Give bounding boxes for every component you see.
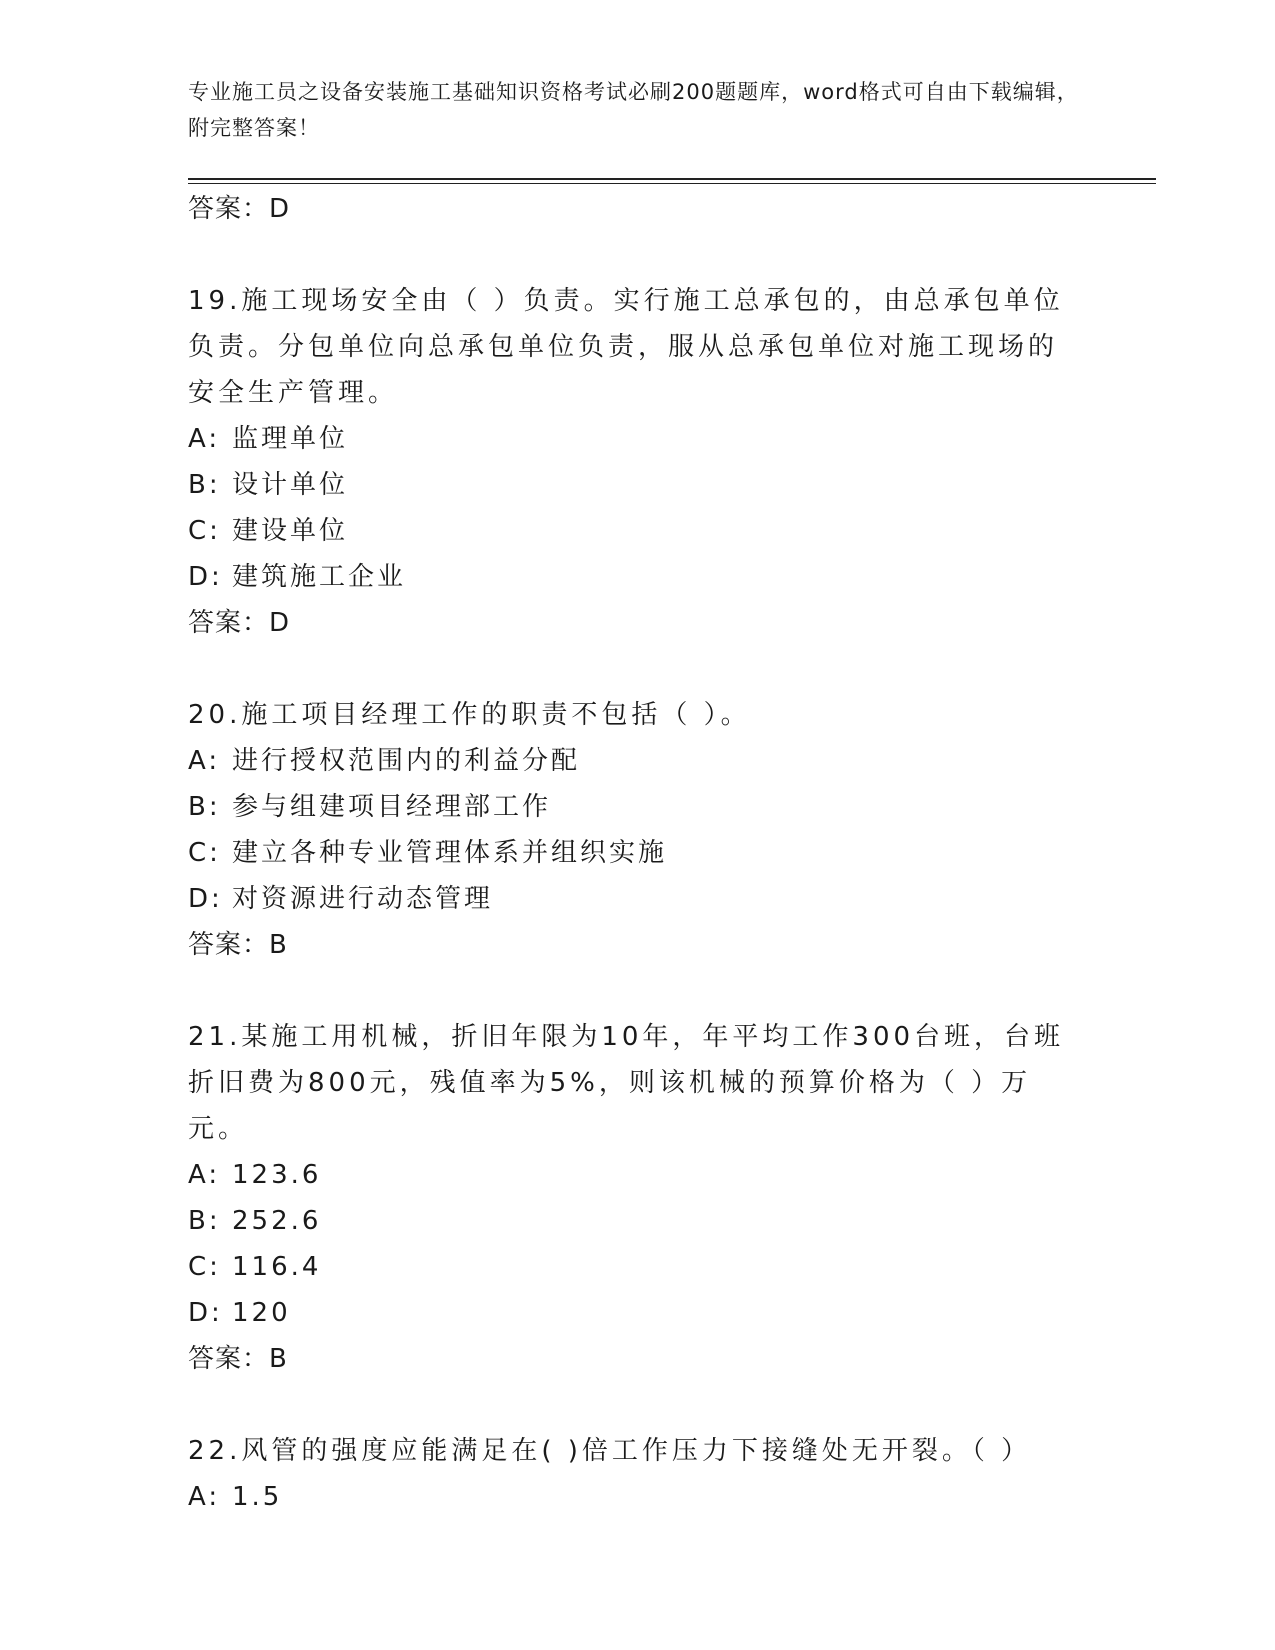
question-stem: 19.施工现场安全由（ ）负责。实行施工总承包的，由总承包单位负责。分包单位向总承包单位负责，服从总承包单位对施工现场的安全生产管理。 xyxy=(188,286,1064,408)
option-item xyxy=(188,830,1068,876)
question-item xyxy=(188,1014,1068,1382)
question-stem: 20.施工项目经理工作的职责不包括（ ）。 xyxy=(188,700,751,730)
option-item xyxy=(188,876,1068,922)
option-item xyxy=(188,554,1068,600)
option-key: A: xyxy=(188,1482,221,1512)
option-item xyxy=(188,1152,1068,1198)
option-text: 建筑施工企业 xyxy=(232,562,407,592)
question-item xyxy=(188,692,1068,968)
option-text: 设计单位 xyxy=(232,470,349,500)
option-item xyxy=(188,508,1068,554)
option-key: B: xyxy=(188,1206,221,1236)
question-stem: 22.风管的强度应能满足在( )倍工作压力下接缝处无开裂。（ ） xyxy=(188,1436,1032,1466)
option-text: 进行授权范围内的利益分配 xyxy=(232,746,581,776)
question-stem: 21.某施工用机械，折旧年限为10年，年平均工作300台班，台班折旧费为800元，残值率为5%，则该机械的预算价格为（ ）万元。 xyxy=(188,1022,1065,1144)
option-key: A: xyxy=(188,746,221,776)
option-key: D: xyxy=(188,1298,223,1328)
option-text: 参与组建项目经理部工作 xyxy=(232,792,552,822)
option-text: 建立各种专业管理体系并组织实施 xyxy=(232,838,668,868)
answer-line: 答案：D xyxy=(188,608,291,638)
option-text: 120 xyxy=(232,1298,291,1328)
option-text: 252.6 xyxy=(232,1206,322,1236)
answer-line: 答案：D xyxy=(188,194,291,224)
option-text: 123.6 xyxy=(232,1160,322,1190)
option-key: A: xyxy=(188,424,221,454)
option-key: D: xyxy=(188,884,223,914)
option-item xyxy=(188,1244,1068,1290)
header-divider-thin xyxy=(188,183,1156,184)
option-key: A: xyxy=(188,1160,221,1190)
option-key: B: xyxy=(188,792,221,822)
option-item xyxy=(188,462,1068,508)
answer-line: 答案：B xyxy=(188,1344,288,1374)
option-key: D: xyxy=(188,562,223,592)
header-divider-thick xyxy=(188,178,1156,180)
question-list xyxy=(188,186,1068,1520)
answer-line: 答案：B xyxy=(188,930,288,960)
question-item xyxy=(188,1428,1068,1520)
option-text: 1.5 xyxy=(232,1482,283,1512)
option-text: 对资源进行动态管理 xyxy=(232,884,494,914)
option-text: 监理单位 xyxy=(232,424,349,454)
question-item xyxy=(188,278,1068,646)
option-item xyxy=(188,738,1068,784)
option-key: B: xyxy=(188,470,221,500)
document-header: 专业施工员之设备安装施工基础知识资格考试必刷200题题库，word格式可自由下载编辑，附完整答案！ xyxy=(188,80,1079,140)
option-item xyxy=(188,784,1068,830)
option-item xyxy=(188,416,1068,462)
option-item xyxy=(188,1290,1068,1336)
option-text: 116.4 xyxy=(232,1252,322,1282)
option-key: C: xyxy=(188,516,221,546)
option-key: C: xyxy=(188,838,221,868)
option-item xyxy=(188,1198,1068,1244)
option-item xyxy=(188,1474,1068,1520)
option-text: 建设单位 xyxy=(232,516,349,546)
option-key: C: xyxy=(188,1252,221,1282)
